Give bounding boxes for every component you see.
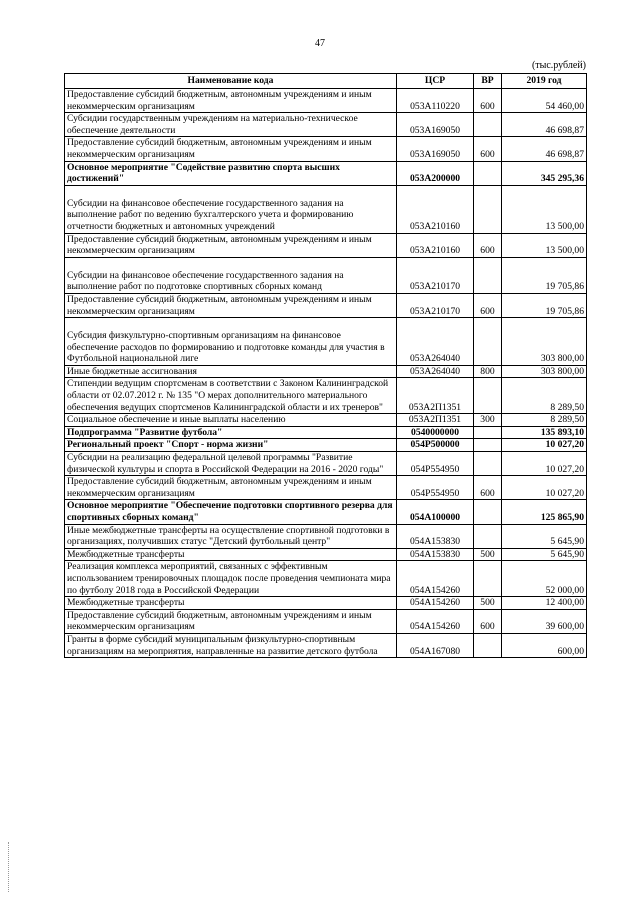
row-csr-cell: 053А210160: [397, 233, 474, 257]
column-header-year: 2019 год: [502, 74, 587, 89]
row-vr-cell: [474, 524, 502, 548]
row-sum-cell: 600,00: [502, 633, 587, 657]
row-vr-cell: [474, 439, 502, 452]
row-name-cell: Реализация комплекса мероприятий, связанных с эффективным использованием тренировочных площадок после проведения чемпионата мира по футболу 2018 года в Российской Федерации: [65, 561, 397, 597]
row-name-cell: Основное мероприятие "Содействие развитию спорта высших достижений": [65, 161, 397, 185]
row-csr-cell: 053А110220: [397, 89, 474, 113]
table-row: [65, 89, 587, 113]
row-csr-cell: 054P554950: [397, 476, 474, 500]
row-csr-cell: 0540000000: [397, 426, 474, 439]
row-vr-cell: [474, 426, 502, 439]
row-csr-cell: 053А264040: [397, 318, 474, 366]
row-sum-cell: 54 460,00: [502, 89, 587, 113]
row-sum-cell: 303 800,00: [502, 318, 587, 366]
row-csr-cell: 054А154260: [397, 609, 474, 633]
row-sum-cell: 52 000,00: [502, 561, 587, 597]
table-row: [65, 426, 587, 439]
table-row: [65, 161, 587, 185]
row-csr-cell: 053А169050: [397, 137, 474, 161]
table-row: [65, 365, 587, 378]
row-name-cell: Иные межбюджетные трансферты на осуществление спортивной подготовки в организациях, получивших статус "Детский футбольный центр": [65, 524, 397, 548]
row-vr-cell: 600: [474, 609, 502, 633]
row-csr-cell: 054P554950: [397, 452, 474, 476]
budget-table: [64, 73, 587, 658]
row-vr-cell: [474, 633, 502, 657]
margin-marks: [8, 842, 11, 892]
row-vr-cell: 600: [474, 233, 502, 257]
table-row: [65, 597, 587, 610]
row-name-cell: Предоставление субсидий бюджетным, автономным учреждениям и иным некоммерческим организациям: [65, 233, 397, 257]
row-csr-cell: 053А200000: [397, 161, 474, 185]
row-sum-cell: 5 645,90: [502, 524, 587, 548]
table-row: [65, 524, 587, 548]
row-sum-cell: 46 698,87: [502, 137, 587, 161]
row-csr-cell: 054А100000: [397, 500, 474, 524]
row-vr-cell: [474, 257, 502, 293]
row-name-cell: Предоставление субсидий бюджетным, автономным учреждениям и иным некоммерческим организациям: [65, 137, 397, 161]
row-csr-cell: 054А153830: [397, 524, 474, 548]
row-csr-cell: 053А2П1351: [397, 378, 474, 414]
table-row: [65, 414, 587, 427]
row-csr-cell: 054А154260: [397, 597, 474, 610]
row-vr-cell: 500: [474, 597, 502, 610]
row-sum-cell: 8 289,50: [502, 414, 587, 427]
row-csr-cell: 053А2П1351: [397, 414, 474, 427]
row-sum-cell: 10 027,20: [502, 476, 587, 500]
row-sum-cell: 125 865,90: [502, 500, 587, 524]
row-vr-cell: [474, 561, 502, 597]
row-csr-cell: 054А167080: [397, 633, 474, 657]
table-row: [65, 137, 587, 161]
row-name-cell: Региональный проект "Спорт - норма жизни": [65, 439, 397, 452]
row-vr-cell: [474, 161, 502, 185]
column-header-vr: ВР: [474, 74, 502, 89]
row-vr-cell: [474, 500, 502, 524]
table-row: [65, 378, 587, 414]
row-csr-cell: 054P500000: [397, 439, 474, 452]
row-name-cell: Гранты в форме субсидий муниципальным физкультурно-спортивным организациям на мероприятия, направленные на развитие детского футбола: [65, 633, 397, 657]
table-row: [65, 633, 587, 657]
row-vr-cell: 600: [474, 476, 502, 500]
row-csr-cell: 053А264040: [397, 365, 474, 378]
row-sum-cell: 10 027,20: [502, 452, 587, 476]
row-vr-cell: [474, 113, 502, 137]
row-vr-cell: [474, 185, 502, 233]
row-sum-cell: 135 893,10: [502, 426, 587, 439]
row-name-cell: Подпрограмма "Развитие футбола": [65, 426, 397, 439]
row-name-cell: Иные бюджетные ассигнования: [65, 365, 397, 378]
row-sum-cell: 13 500,00: [502, 185, 587, 233]
table-row: [65, 500, 587, 524]
row-name-cell: Социальное обеспечение и иные выплаты населению: [65, 414, 397, 427]
row-name-cell: Межбюджетные трансферты: [65, 548, 397, 561]
row-sum-cell: 8 289,50: [502, 378, 587, 414]
table-row: [65, 233, 587, 257]
row-name-cell: Межбюджетные трансферты: [65, 597, 397, 610]
row-name-cell: Предоставление субсидий бюджетным, автономным учреждениям и иным некоммерческим организациям: [65, 293, 397, 317]
row-csr-cell: 053А210160: [397, 185, 474, 233]
row-sum-cell: 19 705,86: [502, 293, 587, 317]
row-vr-cell: 600: [474, 89, 502, 113]
table-row: [65, 318, 587, 366]
row-name-cell: Предоставление субсидий бюджетным, автономным учреждениям и иным некоммерческим организациям: [65, 609, 397, 633]
table-row: [65, 439, 587, 452]
row-name-cell: Предоставление субсидий бюджетным, автономным учреждениям и иным некоммерческим организациям: [65, 476, 397, 500]
row-name-cell: Субсидии государственным учреждениям на материально-техническое обеспечение деятельности: [65, 113, 397, 137]
row-sum-cell: 5 645,90: [502, 548, 587, 561]
row-csr-cell: 054А154260: [397, 561, 474, 597]
units-note: (тыс.рублей): [531, 60, 586, 71]
table-row: [65, 113, 587, 137]
row-name-cell: Субсидии на реализацию федеральной целевой программы "Развитие физической культуры и спорта в Российской Федерации на 2016 - 2020 годы": [65, 452, 397, 476]
row-name-cell: Субсидия физкультурно-спортивным организациям на финансовое обеспечение расходов по формированию и подготовке команды для участия в Футбольной национальной лиге: [65, 318, 397, 366]
row-name-cell: Предоставление субсидий бюджетным, автономным учреждениям и иным некоммерческим организациям: [65, 89, 397, 113]
row-name-cell: Субсидии на финансовое обеспечение государственного задания на выполнение работ по подготовке спортивных сборных команд: [65, 257, 397, 293]
table-row: [65, 293, 587, 317]
table-row: [65, 561, 587, 597]
table-row: [65, 185, 587, 233]
table-row: [65, 609, 587, 633]
table-row: [65, 476, 587, 500]
row-sum-cell: 46 698,87: [502, 113, 587, 137]
column-header-name: Наименование кода: [65, 74, 397, 89]
table-row: [65, 548, 587, 561]
row-vr-cell: 800: [474, 365, 502, 378]
row-csr-cell: 053А210170: [397, 257, 474, 293]
row-sum-cell: 13 500,00: [502, 233, 587, 257]
row-name-cell: Стипендии ведущим спортсменам в соответствии с Законом Калининградской области от 02.07.2012 г. № 135 "О мерах дополнительного материального обеспечения ведущих спортсменов Калининградской области и их тренеров": [65, 378, 397, 414]
row-name-cell: Субсидии на финансовое обеспечение государственного задания на выполнение работ по ведению бухгалтерского учета и формированию отчетности бюджетных и автономных учреждений: [65, 185, 397, 233]
row-vr-cell: [474, 452, 502, 476]
table-row: [65, 452, 587, 476]
row-sum-cell: 345 295,36: [502, 161, 587, 185]
row-vr-cell: 600: [474, 293, 502, 317]
table-header-row: [65, 74, 587, 89]
row-sum-cell: 12 400,00: [502, 597, 587, 610]
row-sum-cell: 19 705,86: [502, 257, 587, 293]
row-vr-cell: 500: [474, 548, 502, 561]
row-name-cell: Основное мероприятие "Обеспечение подготовки спортивного резерва для спортивных сборных команд": [65, 500, 397, 524]
page-number: 47: [315, 38, 325, 49]
row-sum-cell: 303 800,00: [502, 365, 587, 378]
row-vr-cell: 600: [474, 137, 502, 161]
row-vr-cell: [474, 378, 502, 414]
row-vr-cell: 300: [474, 414, 502, 427]
row-vr-cell: [474, 318, 502, 366]
row-sum-cell: 39 600,00: [502, 609, 587, 633]
row-csr-cell: 053А210170: [397, 293, 474, 317]
row-csr-cell: 054А153830: [397, 548, 474, 561]
column-header-csr: ЦСР: [397, 74, 474, 89]
row-csr-cell: 053А169050: [397, 113, 474, 137]
table-row: [65, 257, 587, 293]
row-sum-cell: 10 027,20: [502, 439, 587, 452]
